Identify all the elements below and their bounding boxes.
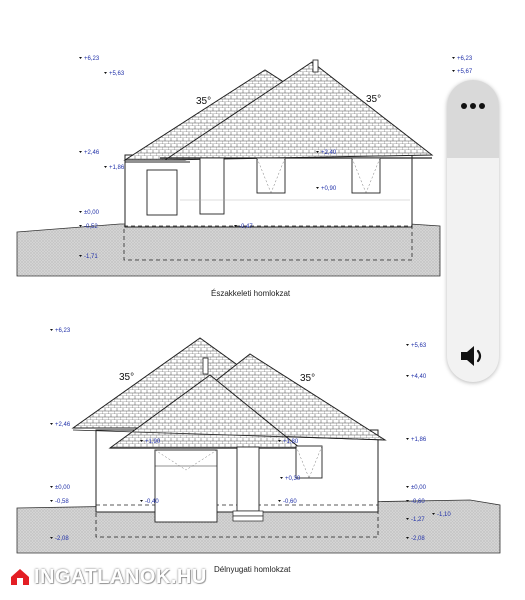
level-label: -1,71	[84, 254, 98, 260]
volume-slider[interactable]	[447, 158, 499, 328]
level-label: +2,40	[321, 150, 337, 156]
more-horizontal-icon	[460, 102, 486, 110]
level-label: +5,63	[411, 343, 427, 349]
level-label: +5,63	[109, 71, 125, 77]
house-logo-icon	[10, 567, 30, 587]
level-label: -0,52	[84, 224, 98, 230]
ingatlanok-watermark	[10, 563, 207, 591]
bottom-elevation	[17, 328, 500, 574]
level-label: +2,46	[84, 150, 100, 156]
level-label: +4,40	[411, 374, 427, 380]
level-label: +1,90	[145, 439, 161, 445]
level-label: +2,46	[55, 422, 71, 428]
roof-angle-label: 35°	[366, 94, 382, 105]
level-label: +5,67	[457, 69, 473, 75]
level-label: -0,60	[411, 499, 425, 505]
level-label: ±0,00	[55, 485, 70, 491]
speaker-volume-icon	[459, 344, 487, 368]
level-label: +6,23	[84, 56, 100, 62]
level-label: +1,80	[283, 439, 299, 445]
roof-angle-label: 35°	[196, 96, 212, 107]
level-label: +0,30	[285, 476, 301, 482]
top-elevation	[17, 56, 473, 298]
bottom-elevation-caption: Délnyugati homlokzat	[214, 565, 291, 574]
media-control-panel	[447, 80, 499, 382]
volume-button[interactable]	[447, 330, 499, 382]
top-elevation-caption: Északkeleti homlokzat	[211, 289, 291, 298]
level-label: +6,23	[457, 56, 473, 62]
level-label: -0,47	[239, 224, 253, 230]
roof-angle-label: 35°	[119, 372, 135, 383]
level-label: -1,10	[437, 512, 451, 518]
level-label: +1,86	[411, 437, 427, 443]
more-options-button[interactable]	[447, 80, 499, 132]
level-label: -1,27	[411, 517, 425, 523]
level-label: +6,23	[55, 328, 71, 334]
level-label: +1,86	[109, 165, 125, 171]
level-label: -0,58	[55, 499, 69, 505]
level-label: -2,08	[55, 536, 69, 542]
level-label: ±0,00	[411, 485, 426, 491]
watermark-text: INGATLANOK.HU	[34, 565, 207, 588]
level-label: -0,40	[145, 499, 159, 505]
level-label: -2,08	[411, 536, 425, 542]
level-label: ±0,00	[84, 210, 99, 216]
roof-angle-label: 35°	[300, 373, 316, 384]
level-label: -0,60	[283, 499, 297, 505]
level-label: +0,90	[321, 186, 337, 192]
